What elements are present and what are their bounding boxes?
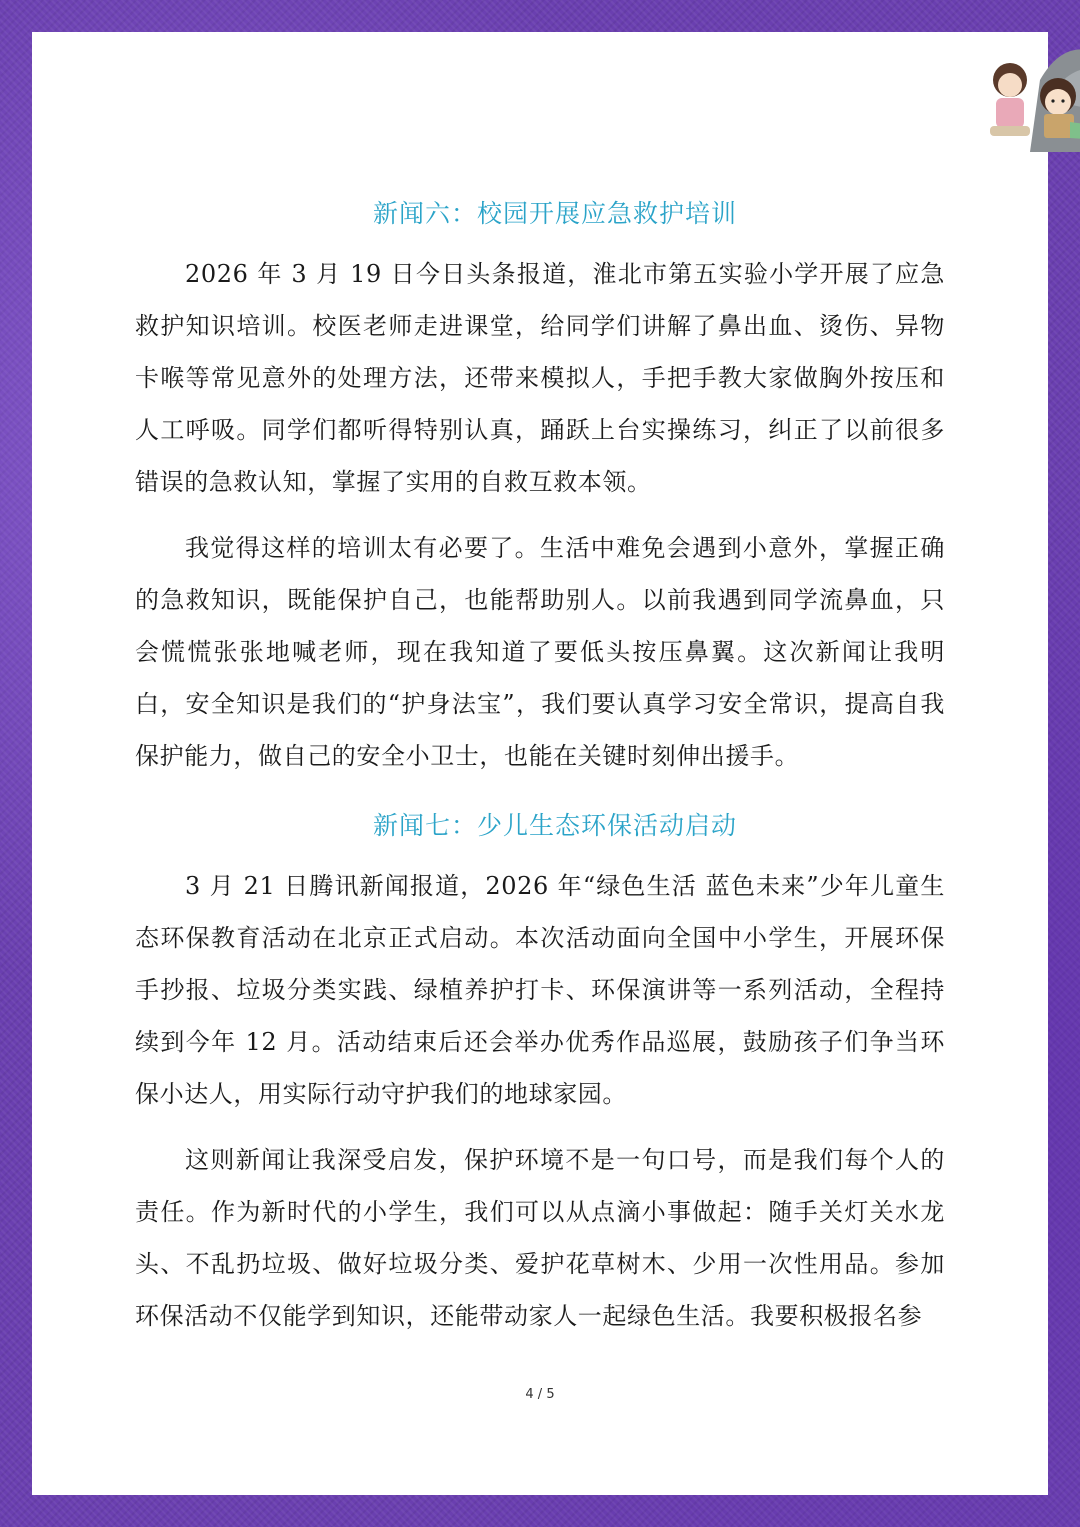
news7-paragraph-2: 这则新闻让我深受启发，保护环境不是一句口号，而是我们每个人的责任。作为新时代的小学生，我们可以从点滴小事做起：随手关灯关水龙头、不乱扔垃圾、做好垃圾分类、爱护花草树木、少用一次性用品。参加环保活动不仅能学到知识，还能带动家人一起绿色生活。我要积极报名参	[135, 1146, 945, 1330]
page-indicator: 4 / 5	[525, 1387, 555, 1402]
news6-paragraph-2: 我觉得这样的培训太有必要了。生活中难免会遇到小意外，掌握正确的急救知识，既能保护自己，也能帮助别人。以前我遇到同学流鼻血，只会慌慌张张地喊老师，现在我知道了要低头按压鼻翼。这次新闻让我明白，安全知识是我们的“护身法宝”，我们要认真学习安全常识，提高自我保护能力，做自己的安全小卫士，也能在关键时刻伸出援手。	[135, 534, 945, 770]
document-page	[32, 32, 1048, 1495]
children-reading-illustration	[970, 40, 1080, 152]
news6-heading: 新闻六：校园开展应急救护培训	[372, 199, 737, 228]
news6-paragraph-1: 2026 年 3 月 19 日今日头条报道，淮北市第五实验小学开展了应急救护知识培训。校医老师走进课堂，给同学们讲解了鼻出血、烫伤、异物卡喉等常见意外的处理方法，还带来模拟人，手把手教大家做胸外按压和人工呼吸。同学们都听得特别认真，踊跃上台实操练习，纠正了以前很多错误的急救认知，掌握了实用的自救互救本领。	[135, 260, 945, 496]
news7-paragraph-1: 3 月 21 日腾讯新闻报道，2026 年“绿色生活 蓝色未来”少年儿童生态环保教育活动在北京正式启动。本次活动面向全国中小学生，开展环保手抄报、垃圾分类实践、绿植养护打卡、环保演讲等一系列活动，全程持续到今年 12 月。活动结束后还会举办优秀作品巡展，鼓励孩子们争当环保小达人，用实际行动守护我们的地球家园。	[135, 872, 945, 1108]
news7-heading: 新闻七：少儿生态环保活动启动	[372, 811, 737, 840]
